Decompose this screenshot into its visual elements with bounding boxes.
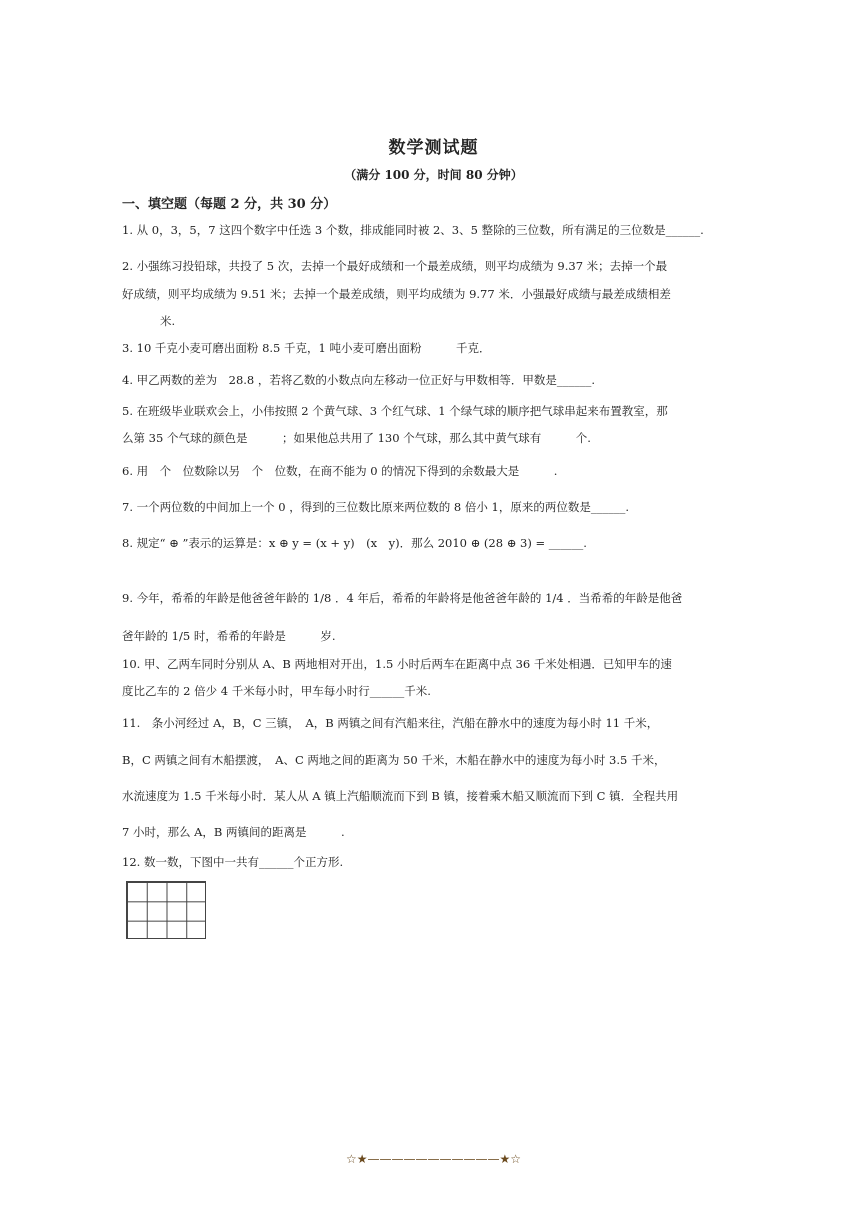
question-10-line-2: 度比乙车的 2 倍少 4 千米每小时，甲车每小时行______千米. bbox=[122, 684, 431, 698]
question-1: 1. 从 0，3，5，7 这四个数字中任选 3 个数，排成能同时被 2、3、5 整除的三位数，所有满足的三位数是______. bbox=[122, 223, 704, 237]
question-3: 3. 10 千克小麦可磨出面粉 8.5 千克，1 吨小麦可磨出面粉 千克． bbox=[122, 341, 491, 355]
question-8: 8. 规定“ ⊕ ”表示的运算是：x ⊕ y = (x + y) (x y)．那么 2010 ⊕ (28 ⊕ 3) = ______. bbox=[122, 536, 587, 550]
section-heading: 一、填空题（每题 2 分，共 30 分） bbox=[122, 197, 337, 212]
question-6: 6. 用 个 位数除以另 个 位数，在商不能为 0 的情况下得到的余数最大是 . bbox=[122, 464, 558, 478]
question-7: 7. 一个两位数的中间加上一个 0 ，得到的三位数比原来两位数的 8 倍小 1，原来的两位数是______. bbox=[122, 500, 630, 514]
question-9-line-2: 爸年龄的 1/5 时，希希的年龄是 岁. bbox=[122, 629, 336, 643]
question-5-line-2: 么第 35 个气球的颜色是 ；如果他总共用了 130 个气球，那么其中黄气球有 个. bbox=[122, 431, 591, 445]
question-11-line-3: 水流速度为 1.5 千米每小时．某人从 A 镇上汽船顺流而下到 B 镇，接着乘木船又顺流而下到 C 镇．全程共用 bbox=[122, 789, 679, 803]
question-12: 12. 数一数，下图中一共有______个正方形. bbox=[122, 855, 344, 869]
question-11-line-1: 11. 条小河经过 A，B，C 三镇， A，B 两镇之间有汽船来往，汽船在静水中的速度为每小时 11 千米， bbox=[122, 716, 659, 730]
page-footer: ☆★———————————★☆ bbox=[345, 1152, 522, 1166]
page-subtitle: （满分 100 分，时间 80 分钟） bbox=[344, 168, 523, 182]
question-4: 4. 甲乙两数的差为 28.8 ，若将乙数的小数点向左移动一位正好与甲数相等．甲数是______. bbox=[122, 373, 596, 387]
question-2-line-3: 米. bbox=[160, 314, 176, 328]
question-9-line-1: 9. 今年，希希的年龄是他爸爸年龄的 1/8 ．4 年后，希希的年龄将是他爸爸年龄的 1/4 ．当希希的年龄是他爸 bbox=[122, 591, 683, 605]
question-11-line-2: B，C 两镇之间有木船摆渡， A、C 两地之间的距离为 50 千米，木船在静水中的速度为每小时 3.5 千米， bbox=[122, 753, 666, 767]
page-title: 数学测试题 bbox=[388, 138, 479, 158]
question-10-line-1: 10. 甲、乙两车同时分别从 A、B 两地相对开出，1.5 小时后两车在距离中点 36 千米处相遇．已知甲车的速 bbox=[122, 657, 672, 671]
question-2-line-2: 好成绩，则平均成绩为 9.51 米；去掉一个最差成绩，则平均成绩为 9.77 米．小强最好成绩与最差成绩相差 bbox=[122, 287, 671, 301]
question-2-line-1: 2. 小强练习投铅球，共投了 5 次，去掉一个最好成绩和一个最差成绩，则平均成绩为 9.37 米；去掉一个最 bbox=[122, 259, 668, 273]
question-5-line-1: 5. 在班级毕业联欢会上，小伟按照 2 个黄气球、3 个红气球、1 个绿气球的顺序把气球串起来布置教室，那 bbox=[122, 404, 668, 418]
question-11-line-4: 7 小时，那么 A，B 两镇间的距离是 . bbox=[122, 825, 345, 839]
square-grid-figure bbox=[126, 881, 206, 939]
